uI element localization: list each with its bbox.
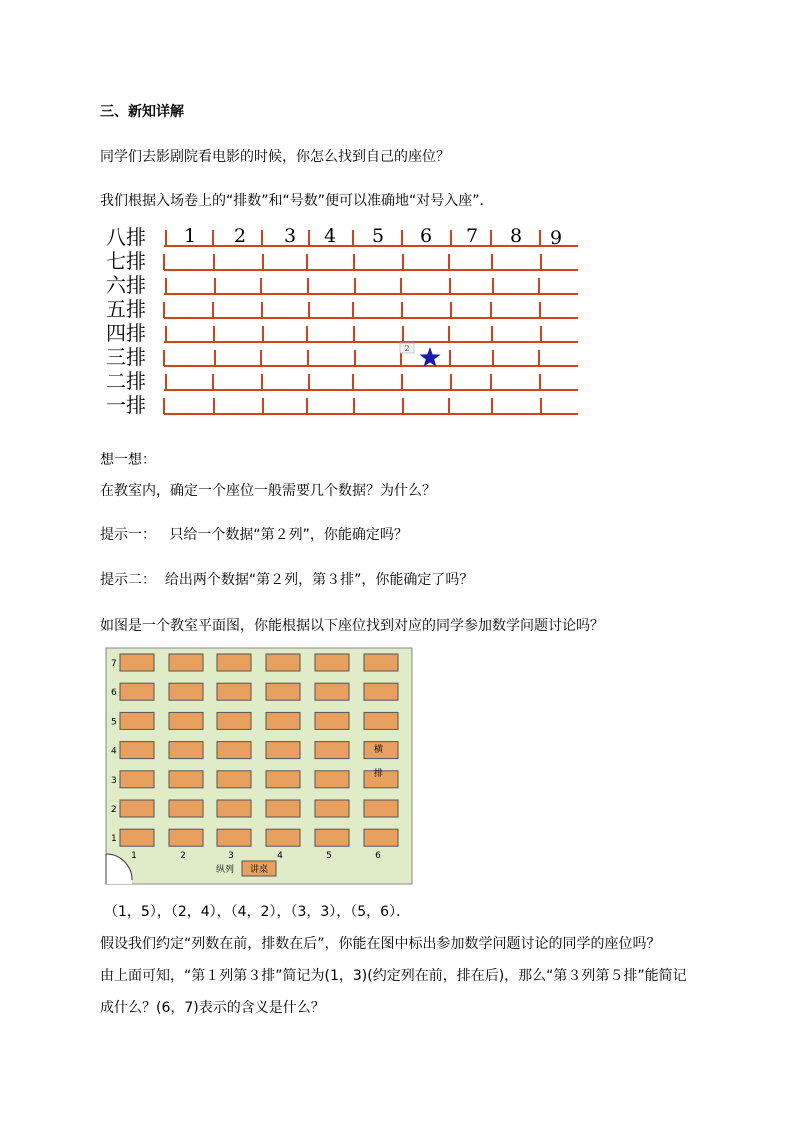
side-label-2: 排 <box>374 769 384 779</box>
desk <box>169 654 203 671</box>
desk <box>315 712 349 729</box>
column-label: 纵列 <box>216 865 235 875</box>
seat-number: 6 <box>419 225 433 247</box>
column-number: 3 <box>228 851 234 861</box>
column-number: 4 <box>277 851 283 861</box>
desk <box>217 829 251 846</box>
question-4-line-1: 由上面可知，“第１列第３排”简记为(1，3)(约定列在前，排在后)，那么“第３列第５排”能简记 <box>100 968 687 984</box>
seat-number: 5 <box>371 225 385 247</box>
desk <box>120 800 154 817</box>
desk <box>315 683 349 700</box>
row-label: 七排 <box>106 249 146 273</box>
row-number: 1 <box>111 834 117 845</box>
row-number: 4 <box>111 746 117 757</box>
desk <box>217 654 251 671</box>
desk <box>364 712 398 729</box>
desk <box>120 829 154 846</box>
think-heading: 想一想： <box>100 452 156 468</box>
hint-1: 提示一： 只给一个数据“第２列”，你能确定吗？ <box>100 527 408 543</box>
star-icon <box>420 347 441 367</box>
seat-number: 9 <box>549 227 563 249</box>
seat-number: 1 <box>183 225 197 247</box>
desk <box>315 654 349 671</box>
seat-number: 7 <box>465 225 479 247</box>
paragraph-1: 同学们去影剧院看电影的时候，你怎么找到自己的座位？ <box>100 149 450 165</box>
hint-2: 提示二： 给出两个数据“第２列，第３排”，你能确定了吗？ <box>100 572 474 588</box>
desk <box>217 800 251 817</box>
paragraph-2: 我们根据入场卷上的“排数”和“号数”便可以准确地“对号入座”． <box>100 193 494 209</box>
seat-number: 8 <box>509 225 523 247</box>
desk <box>169 829 203 846</box>
row-number: 6 <box>111 688 117 699</box>
cinema-seating-figure <box>104 224 584 422</box>
podium-label: 讲桌 <box>249 865 269 875</box>
desk <box>364 829 398 846</box>
row-number: 7 <box>111 659 117 669</box>
desk <box>169 800 203 817</box>
row-label: 六排 <box>106 273 146 297</box>
desk <box>217 683 251 700</box>
desk <box>217 771 251 788</box>
desk <box>266 712 300 729</box>
row-label: 四排 <box>106 321 146 345</box>
column-number: 2 <box>180 851 186 861</box>
seat-number: 3 <box>283 225 297 247</box>
row-label: 八排 <box>106 225 146 249</box>
desk <box>169 712 203 729</box>
coordinates-list: （1，5），（2，4），（4，2），（3，3），（5，6）． <box>104 904 411 920</box>
column-number: 1 <box>131 851 137 861</box>
row-number: 5 <box>111 717 117 728</box>
desk <box>266 800 300 817</box>
column-number: 6 <box>375 851 381 861</box>
desk <box>364 800 398 817</box>
desk <box>266 654 300 671</box>
desk <box>315 829 349 846</box>
section-title: 三、新知详解 <box>100 104 184 120</box>
desk <box>169 742 203 759</box>
desk <box>364 654 398 671</box>
row-number: 2 <box>111 805 117 815</box>
row-label: 二排 <box>106 369 146 393</box>
desk <box>364 683 398 700</box>
desk <box>120 683 154 700</box>
desk <box>217 712 251 729</box>
desk <box>266 771 300 788</box>
desk <box>120 771 154 788</box>
desk <box>120 712 154 729</box>
desk <box>217 742 251 759</box>
desk <box>266 683 300 700</box>
desk <box>120 742 154 759</box>
row-label: 五排 <box>106 297 146 321</box>
desk <box>315 771 349 788</box>
desk <box>169 683 203 700</box>
column-number: 5 <box>326 851 332 861</box>
desk <box>266 742 300 759</box>
question-4-line-2: 成什么？(6，7)表示的含义是什么？ <box>100 1000 325 1016</box>
classroom-plan-figure <box>104 646 414 886</box>
question-1: 在教室内，确定一个座位一般需要几个数据？为什么？ <box>100 483 436 499</box>
small-label: 2 <box>404 344 410 353</box>
row-label: 三排 <box>106 345 146 369</box>
side-label-1: 横 <box>374 745 384 755</box>
seat-number: 2 <box>233 225 247 247</box>
row-label: 一排 <box>106 393 146 417</box>
seat-number: 4 <box>323 225 337 247</box>
desk <box>315 742 349 759</box>
desk <box>266 829 300 846</box>
desk <box>315 800 349 817</box>
desk <box>120 654 154 671</box>
question-2: 如图是一个教室平面图，你能根据以下座位找到对应的同学参加数学问题讨论吗？ <box>100 618 604 634</box>
desk <box>169 771 203 788</box>
question-3: 假设我们约定“列数在前，排数在后”，你能在图中标出参加数学问题讨论的同学的座位吗？ <box>100 936 661 952</box>
row-number: 3 <box>111 775 117 786</box>
